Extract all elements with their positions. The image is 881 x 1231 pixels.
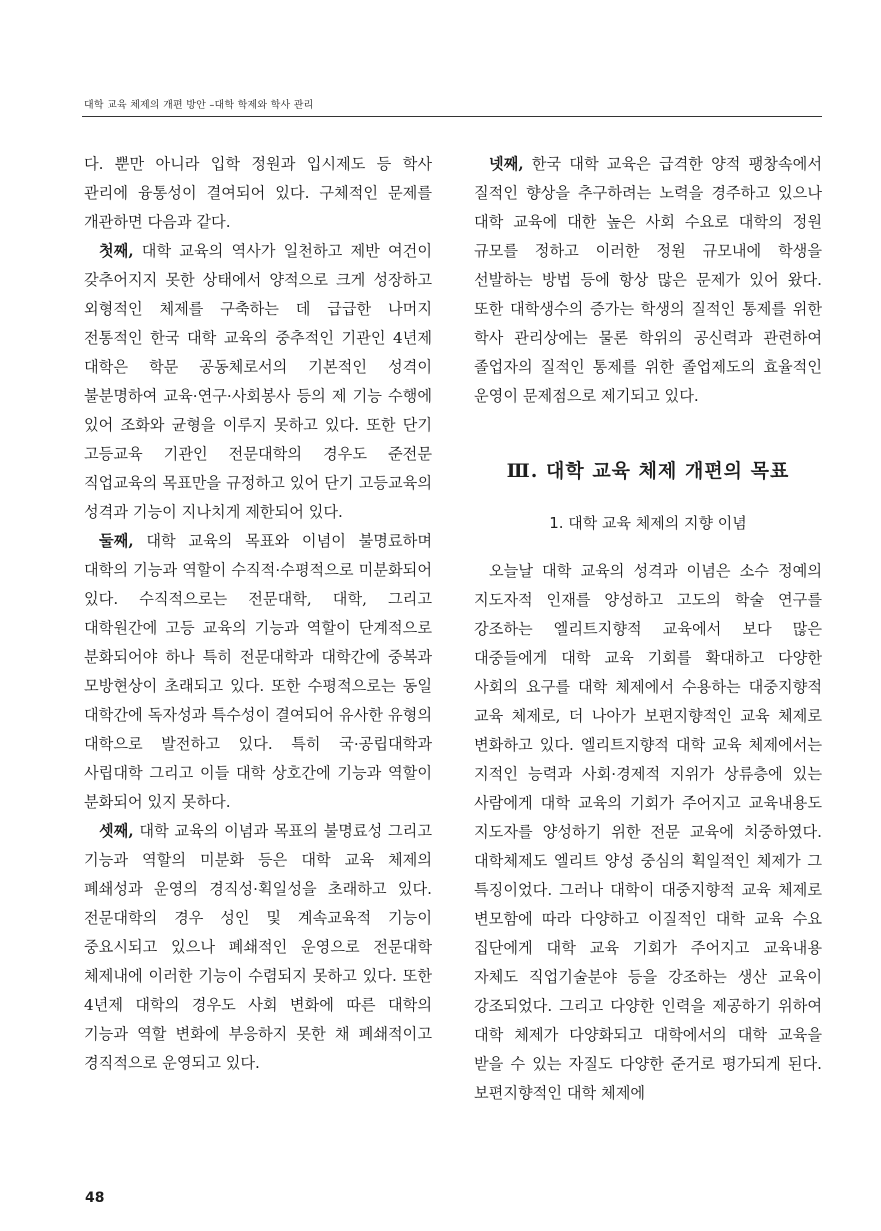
header-rule xyxy=(82,116,822,117)
paragraph-first-text: 대학 교육의 역사가 일천하고 제반 여건이 갖추어지지 못한 상태에서 양적으로 크게 성장하고 외형적인 체제를 구축하는 데 급급한 나머지 전통적인 한국 대학 교육의 중추적인 기관인 4년제 대학은 학문 공동체로서의 기본적인 성격이 불분명하여 교육·연구·사회봉사 등의 제 기능 수행에 있어 조화와 균형을 이루지 못하고 있다. 또한 단기 고등교육 기관인 전문대학의 경우도 준전문 직업교육의 목표만을 규정하고 있어 단기 고등교육의 성격과 기능이 지나치게 제한되어 있다. xyxy=(84,242,432,521)
paragraph-third-text: 대학 교육의 이념과 목표의 불명료성 그리고 기능과 역할의 미분화 등은 대학 교육 체제의 폐쇄성과 운영의 경직성·획일성을 초래하고 있다. 전문대학의 경우 성인 및 계속교육적 기능이 중요시되고 있으나 폐쇄적인 운영으로 전문대학 체제내에 이러한 기능이 수렴되지 못하고 있다. 또한 4년제 대학의 경우도 사회 변화에 따른 대학의 기능과 역할 변화에 부응하지 못한 채 폐쇄적이고 경직적으로 운영되고 있다. xyxy=(84,822,432,1072)
section-title: Ⅲ. 대학 교육 체제 개편의 목표 xyxy=(506,460,790,482)
paragraph-fourth-text: 한국 대학 교육은 급격한 양적 팽창속에서 질적인 향상을 추구하려는 노력을 경주하고 있으나 대학 교육에 대한 높은 사회 수요로 대학의 정원 규모를 정하고 이러한 정원 규모내에 학생을 선발하는 방법 등에 항상 많은 문제가 있어 왔다. 또한 대학생수의 증가는 학생의 질적인 통제를 위한 학사 관리상에는 물론 학위의 공신력과 관련하여 졸업자의 질적인 통제를 위한 졸업제도의 효율적인 운영이 문제점으로 제기되고 있다. xyxy=(474,155,822,405)
running-header: 대학 교육 체제의 개편 방안 –대학 학제와 학사 관리 xyxy=(84,100,314,111)
paragraph-second-lead: 둘째, xyxy=(99,532,134,550)
paragraph-second xyxy=(84,527,432,817)
paragraph-fourth-lead: 넷째, xyxy=(489,155,524,173)
subsection-title: 1. 대학 교육 체제의 지향 이념 xyxy=(549,514,747,532)
left-column xyxy=(84,150,432,1078)
paragraph-first-lead: 첫째, xyxy=(99,242,134,260)
paragraph-third xyxy=(84,817,432,1078)
paragraph-third-lead: 셋째, xyxy=(99,822,134,840)
paragraph-intro: 다. 뿐만 아니라 입학 정원과 입시제도 등 학사 관리에 융통성이 결여되어 있다. 구체적인 문제를 개관하면 다음과 같다. xyxy=(84,155,432,231)
page-number: 48 xyxy=(85,1190,105,1206)
paragraph-fourth xyxy=(474,150,822,411)
paragraph-ideology: 오늘날 대학 교육의 성격과 이념은 소수 정예의 지도자적 인재를 양성하고 고도의 학술 연구를 강조하는 엘리트지향적 교육에서 보다 많은 대중들에게 대학 교육 기회를 확대하고 다양한 사회의 요구를 대학 체제에서 수용하는 대중지향적 교육 체제로, 더 나아가 보편지향적인 교육 체제로 변화하고 있다. 엘리트지향적 대학 교육 체제에서는 지적인 능력과 사회·경제적 지위가 상류층에 있는 사람에게 대학 교육의 기회가 주어지고 교육내용도 지도자를 양성하기 위한 전문 교육에 치중하였다. 대학체제도 엘리트 양성 중심의 획일적인 체제가 그 특징이었다. 그러나 대학이 대중지향적 교육 체제로 변모함에 따라 다양하고 이질적인 대학 교육 수요 집단에게 대학 교육 기회가 주어지고 교육내용 자체도 직업기술분야 등을 강조하는 생산 교육이 강조되었다. 그리고 다양한 인력을 제공하기 위하여 대학 체제가 다양화되고 대학에서의 대학 교육을 받을 수 있는 자질도 다양한 준거로 평가되게 된다. 보편지향적인 대학 체제에 xyxy=(474,562,822,1102)
paragraph-second-text: 대학 교육의 목표와 이념이 불명료하며 대학의 기능과 역할이 수직적·수평적으로 미분화되어 있다. 수직적으로는 전문대학, 대학, 그리고 대학원간에 고등 교육의 기능과 역할이 단계적으로 분화되어야 하나 특히 전문대학과 대학간에 중복과 모방현상이 초래되고 있다. 또한 수평적으로는 동일 대학간에 독자성과 특수성이 결여되어 유사한 유형의 대학으로 발전하고 있다. 특히 국·공립대학과 사립대학 그리고 이들 대학 상호간에 기능과 역할이 분화되어 있지 못하다. xyxy=(84,532,432,811)
paragraph-first xyxy=(84,237,432,527)
right-column xyxy=(474,150,822,1108)
